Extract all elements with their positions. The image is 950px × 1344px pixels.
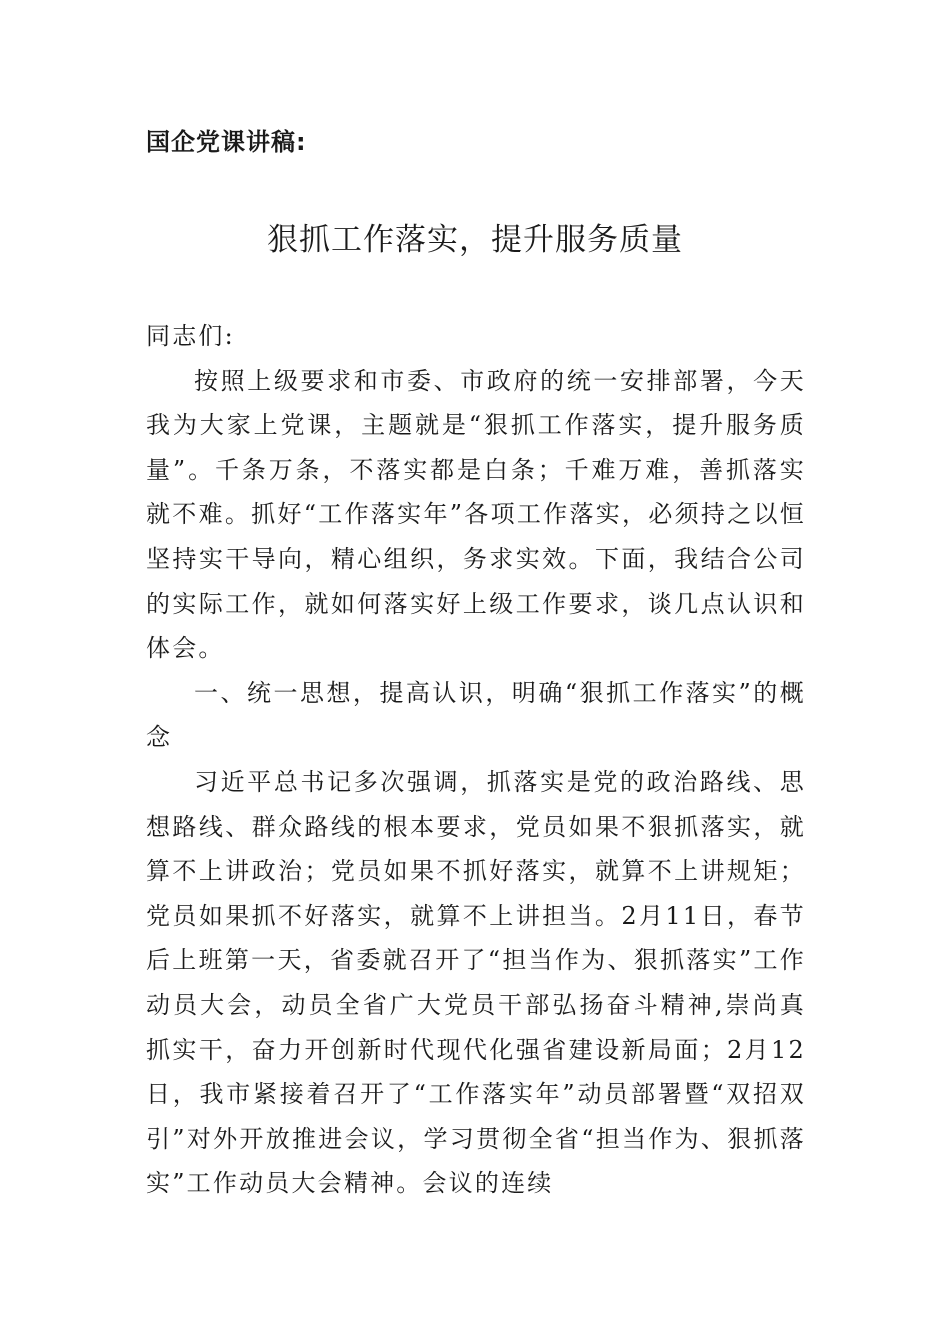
document-label: 国企党课讲稿: (146, 128, 307, 156)
document-body (146, 314, 806, 1206)
salutation: 同志们: (146, 322, 235, 350)
document-title: 狠抓工作落实，提升服务质量 (267, 222, 683, 258)
body-paragraph-section-1: 习近平总书记多次强调，抓落实是党的政治路线、思想路线、群众路线的根本要求，党员如果不狠抓落实，就算不上讲政治；党员如果不抓好落实，就算不上讲规矩；党员如果抓不好落实，就算不上讲担当。2月11日，春节后上班第一天，省委就召开了“担当作为、狠抓落实”工作动员大会，动员全省广大党员干部弘扬奋斗精神,崇尚真抓实干，奋力开创新时代现代化强省建设新局面；2月12日，我市紧接着召开了“工作落实年”动员部署暨“双招双引”对外开放推进会议，学习贯彻全省“担当作为、狠抓落实”工作动员大会精神。会议的连续 (146, 767, 806, 1198)
section-heading-1: 一、统一思想，提高认识，明确“狠抓工作落实”的概念 (146, 678, 806, 752)
body-paragraph-intro: 按照上级要求和市委、市政府的统一安排部署，今天我为大家上党课，主题就是“狠抓工作落实，提升服务质量”。千条万条，不落实都是白条；千难万难，善抓落实就不难。抓好“工作落实年”各项工作落实，必须持之以恒坚持实干导向，精心组织，务求实效。下面，我结合公司的实际工作，就如何落实好上级工作要求，谈几点认识和体会。 (146, 366, 806, 663)
